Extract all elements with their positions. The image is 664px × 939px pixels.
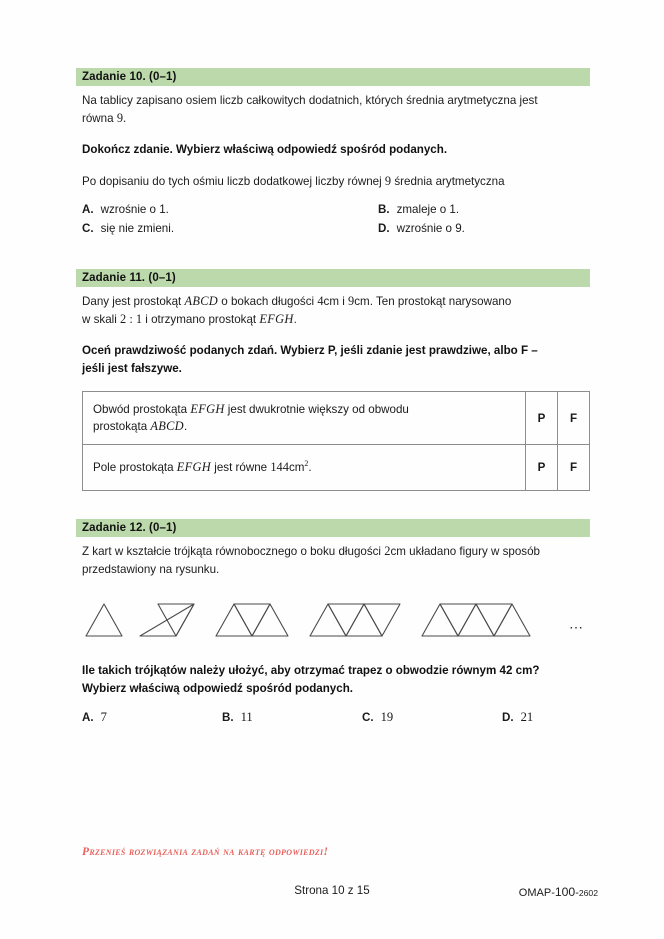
task-12-intro-b: układano figury w sposób	[409, 545, 540, 558]
task-12-prompt	[82, 662, 590, 697]
page-number-label: Strona 10 z 15	[294, 884, 370, 897]
task-11-side2: 9	[348, 294, 355, 308]
stmt1-part-c: prostokąta	[93, 420, 148, 433]
option-letter: B.	[222, 711, 234, 724]
option-text: wzrośnie o 9.	[396, 222, 465, 235]
task-11-line1-c: Ten prostokąt narysowano	[375, 295, 512, 308]
task-11-line1-a: Dany jest prostokąt	[82, 295, 182, 308]
option-letter: D.	[502, 711, 514, 724]
figure-continuation-ellipsis: ⋯	[569, 619, 584, 635]
option-letter: A.	[82, 711, 94, 724]
task-11-line1-b: o bokach długości	[221, 295, 315, 308]
option-text: 7	[100, 710, 107, 724]
task-11-line2-dot: .	[293, 312, 297, 326]
task-12-header: Zadanie 12. (0–1)	[76, 519, 590, 537]
code-suffix: 2602	[578, 888, 598, 898]
task-12-prompt-a: Ile takich trójkątów należy ułożyć, aby otrzymać trapez o obwodzie równym	[82, 664, 497, 677]
task-10-intro-line1: Na tablicy zapisano osiem liczb całkowitych dodatnich, których średnia arytmetyczna jest	[82, 94, 538, 107]
option-text: 19	[380, 710, 394, 724]
stmt2-unit: cm	[288, 461, 305, 474]
stmt2-part-b: jest równe	[214, 461, 268, 474]
task-12-options	[82, 710, 590, 725]
stmt2-value: 144	[270, 460, 289, 474]
task-11-prompt-line1: Oceń prawdziwość podanych zdań. Wybierz P, jeśli zdanie jest prawdziwe, albo F –	[82, 344, 538, 357]
row2-true-option[interactable]: P	[526, 445, 558, 491]
table-row	[83, 445, 590, 491]
task-11-header: Zadanie 11. (0–1)	[76, 269, 590, 287]
statement-cell-1	[83, 392, 526, 445]
option-text: wzrośnie o 1.	[100, 203, 169, 216]
task-10-intro-line2-num: 9.	[116, 110, 127, 125]
task-10-stem-num: 9	[384, 173, 392, 188]
stmt1-math-a: EFGH	[190, 402, 225, 416]
task-10-intro	[82, 92, 590, 127]
task-11-unit2: cm.	[354, 295, 373, 308]
task-10-prompt: Dokończ zdanie. Wybierz właściwą odpowiedź spośród podanych.	[82, 143, 448, 156]
task-10-stem-pre: Po dopisaniu do tych ośmiu liczb dodatkowej liczby równej	[82, 174, 382, 188]
task-11-side1: 4	[317, 294, 324, 308]
code-main: 100	[554, 885, 576, 899]
option-letter: A.	[82, 203, 94, 216]
task-11-prompt	[82, 342, 590, 377]
table-row	[83, 392, 590, 445]
task-12-option-a[interactable]	[82, 710, 222, 725]
task-12-side-unit: cm	[390, 545, 406, 558]
row1-false-option[interactable]: F	[558, 392, 590, 445]
task-12-intro-a: Z kart w kształcie trójkąta równobocznego o boku długości	[82, 545, 382, 558]
code-dash-2: -	[575, 887, 579, 899]
task-11-intro	[82, 293, 590, 328]
exam-code	[519, 885, 598, 899]
row2-false-option[interactable]: F	[558, 445, 590, 491]
option-text: 21	[520, 710, 534, 724]
task-12-option-c[interactable]	[362, 710, 502, 725]
triangle-sequence-svg	[82, 596, 582, 640]
figure-1-triangles	[86, 604, 122, 636]
task-11-rect-abcd: ABCD	[184, 294, 219, 308]
stmt2-part-a: Pole prostokąta	[93, 461, 174, 474]
stmt1-part-d: .	[183, 420, 188, 433]
task-12-option-b[interactable]	[222, 710, 362, 725]
task-12-intro-line2: przedstawiony na rysunku.	[82, 562, 220, 576]
stmt2-exponent: 2	[304, 459, 309, 469]
task-11-line2-a: w skali	[82, 312, 117, 326]
transfer-answers-note: Przenieś rozwiązania zadań na kartę odpowiedzi!	[82, 846, 329, 858]
figure-2-triangles	[140, 604, 194, 636]
task-10-stem	[82, 173, 590, 191]
stmt2-part-d: .	[308, 461, 312, 474]
stmt1-part-a: Obwód prostokąta	[93, 403, 188, 416]
task-11-prompt-line2: jeśli jest fałszywe.	[82, 361, 182, 375]
stmt2-math-a: EFGH	[176, 460, 212, 474]
figure-3-triangles	[216, 604, 288, 636]
task-10-option-d[interactable]	[378, 222, 590, 235]
task-11-unit1: cm	[323, 295, 339, 308]
task-12-side-length: 2	[384, 544, 391, 558]
stmt1-part-b: jest dwukrotnie większy od obwodu	[227, 403, 409, 416]
task-10-option-b[interactable]	[378, 203, 590, 216]
row1-true-option[interactable]: P	[526, 392, 558, 445]
task-11-rect-efgh: EFGH	[259, 311, 294, 326]
task-11-and: i	[342, 295, 345, 308]
option-letter: C.	[82, 222, 94, 235]
option-letter: C.	[362, 711, 374, 724]
option-letter: D.	[378, 222, 390, 235]
option-text: 11	[240, 710, 253, 724]
figure-4-triangles	[310, 604, 400, 636]
option-text: zmaleje o 1.	[396, 203, 460, 216]
option-letter: B.	[378, 203, 390, 216]
code-dash-1: -	[551, 887, 555, 899]
task-11-true-false-table	[82, 391, 590, 491]
task-11-scale: 2 : 1	[120, 311, 143, 326]
task-10-option-c[interactable]	[82, 222, 378, 235]
task-11-line2-b: i otrzymano prostokąt	[145, 312, 257, 326]
task-10-stem-post: średnia arytmetyczna	[394, 174, 505, 188]
task-10-intro-line2-pre: równa	[82, 111, 114, 125]
statement-cell-2	[83, 445, 526, 491]
figure-5-triangles	[422, 604, 530, 636]
stmt1-math-b: ABCD	[150, 419, 184, 433]
task-10-option-a[interactable]	[82, 203, 378, 216]
triangle-sequence-figure	[82, 596, 590, 644]
task-12-prompt-line2: Wybierz właściwą odpowiedź spośród podanych.	[82, 681, 353, 695]
task-10-options	[82, 203, 590, 235]
page-content	[76, 68, 590, 725]
option-text: się nie zmieni.	[100, 222, 175, 235]
task-12-perimeter: 42 cm?	[499, 664, 540, 677]
task-10-header: Zadanie 10. (0–1)	[76, 68, 590, 86]
task-12-option-d[interactable]	[502, 710, 590, 725]
task-12-intro	[82, 543, 590, 578]
code-prefix: OMAP	[518, 887, 552, 899]
